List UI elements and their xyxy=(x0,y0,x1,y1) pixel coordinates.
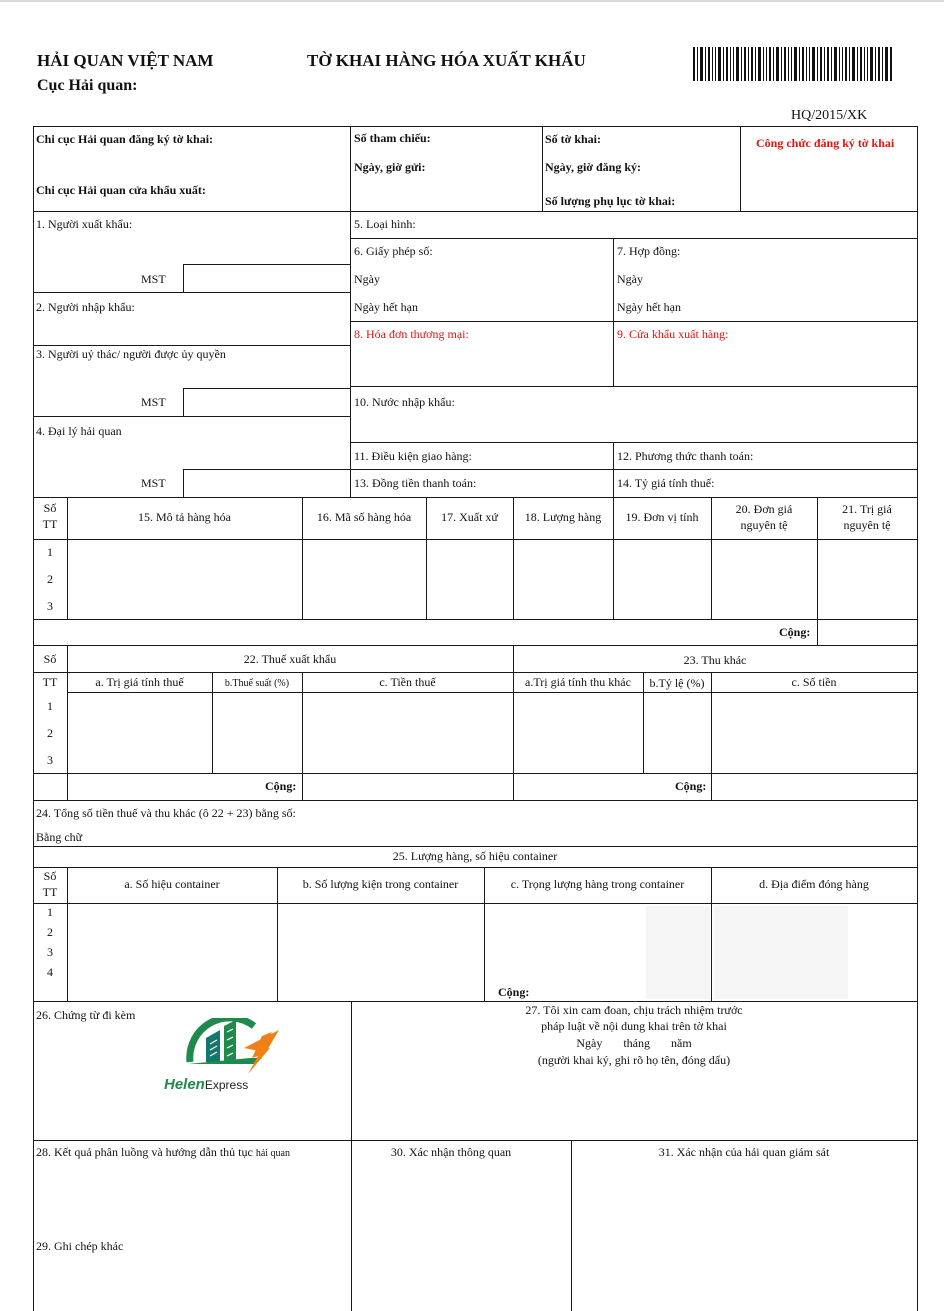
commitment-line-2: pháp luật về nội dung khai trên tờ khai xyxy=(541,1019,727,1033)
origin-header: 17. Xuất xứ xyxy=(441,510,498,524)
value-header: nguyên tệ xyxy=(843,518,891,532)
fee-rate-header: b.Tỷ lệ (%) xyxy=(649,676,705,690)
invoice-label: 8. Hóa đơn thương mại: xyxy=(354,327,469,341)
mst-label: MST xyxy=(141,272,166,286)
delivery-terms-label: 11. Điều kiện giao hàng: xyxy=(354,449,472,463)
goods-total-label: Cộng: xyxy=(779,625,811,639)
container-row-number: 3 xyxy=(47,945,53,959)
fee-amount-header: c. Số tiền xyxy=(791,675,837,689)
logo-building-icon xyxy=(184,1018,284,1078)
barcode-icon xyxy=(693,47,893,81)
form-title: TỜ KHAI HÀNG HÓA XUẤT KHẨU xyxy=(307,51,586,70)
register-time-label: Ngày, giờ đăng ký: xyxy=(545,160,641,174)
container-row-number: 4 xyxy=(47,965,53,979)
tax-row-number: 3 xyxy=(47,753,53,767)
exporter-label: 1. Người xuất khẩu: xyxy=(36,217,133,231)
goods-row-number: 1 xyxy=(47,545,53,559)
license-date-label: Ngày xyxy=(354,272,380,286)
logo-brand-b: Express xyxy=(204,1078,249,1092)
container-packages-header: b. Số lượng kiện trong container xyxy=(302,877,459,891)
empty-cell-shade xyxy=(646,906,710,999)
type-label: 5. Loại hình: xyxy=(354,217,416,231)
channel-result-label xyxy=(36,1146,290,1160)
importer-label: 2. Người nhập khẩu: xyxy=(36,300,135,314)
logo-brand-a: Helen xyxy=(164,1076,205,1093)
channel-result-suffix: hải quan xyxy=(255,1148,290,1159)
contract-date-label: Ngày xyxy=(617,272,643,286)
signature-note: (người khai ký, ghi rõ họ tên, đóng dấu) xyxy=(537,1053,731,1067)
hs-code-header: 16. Mã số hàng hóa xyxy=(316,510,412,524)
empty-cell-shade xyxy=(714,906,848,999)
goods-description-header: 15. Mô tả hàng hóa xyxy=(138,510,231,524)
row-no-header: TT xyxy=(42,675,58,689)
sub-dept-register-label: Chi cục Hải quan đăng ký tờ khai: xyxy=(36,132,214,146)
sent-time-label: Ngày, giờ gửi: xyxy=(354,160,426,174)
department-label: Cục Hải quan: xyxy=(37,77,138,94)
goods-row-number: 2 xyxy=(47,572,53,586)
container-total-label: Cộng: xyxy=(498,985,530,999)
tax-amount-header: c. Tiền thuế xyxy=(379,675,436,689)
logo-wordmark xyxy=(164,1076,248,1094)
other-fees-header: 23. Thu khác xyxy=(683,653,747,667)
exchange-rate-label: 14. Tỷ giá tính thuế: xyxy=(617,476,715,490)
helen-express-logo xyxy=(164,1018,284,1093)
officer-label: Công chức đăng ký tờ khai xyxy=(756,136,895,150)
signature-date-line: Ngày tháng năm xyxy=(576,1036,692,1050)
taxable-value-header: a. Trị giá tính thuế xyxy=(95,675,184,689)
form-code: HQ/2015/XK xyxy=(791,108,868,123)
export-tax-header: 22. Thuế xuất khẩu xyxy=(243,652,337,666)
total-in-words-label: Bằng chữ xyxy=(36,830,83,844)
unit-price-header: 20. Đơn giá xyxy=(735,502,793,516)
other-notes-label: 29. Ghi chép khác xyxy=(36,1239,124,1253)
license-expiry-label: Ngày hết hạn xyxy=(354,300,418,314)
tax-row-number: 1 xyxy=(47,699,53,713)
appendix-count-label: Số lượng phụ lục tờ khai: xyxy=(545,194,676,208)
unit-header: 19. Đơn vị tính xyxy=(625,510,699,524)
row-no-header: Số xyxy=(43,869,57,883)
contract-expiry-label: Ngày hết hạn xyxy=(617,300,681,314)
unit-price-header: nguyên tệ xyxy=(740,518,788,532)
value-header: 21. Trị giá xyxy=(842,502,892,516)
packing-location-header: d. Địa điểm đóng hàng xyxy=(759,877,869,891)
mst-label: MST xyxy=(141,476,166,490)
declaration-no-label: Số tờ khai: xyxy=(545,132,601,146)
row-no-header: Số xyxy=(43,501,57,515)
agent-label: 4. Đại lý hải quan xyxy=(36,424,122,438)
container-section-title: 25. Lượng hàng, số hiệu container xyxy=(392,849,558,863)
payment-method-label: 12. Phương thức thanh toán: xyxy=(617,449,754,463)
commitment-line-1: 27. Tôi xin cam đoan, chịu trách nhiệm trước xyxy=(525,1003,743,1017)
row-no-header: Số xyxy=(43,652,57,666)
export-tax-total-label: Cộng: xyxy=(265,779,297,793)
container-row-number: 1 xyxy=(47,905,53,919)
agency-name: HẢI QUAN VIỆT NAM xyxy=(37,51,214,70)
ref-no-label: Số tham chiếu: xyxy=(354,131,431,145)
container-weight-header: c. Trọng lượng hàng trong container xyxy=(510,877,685,891)
container-number-header: a. Số hiệu container xyxy=(124,877,220,891)
goods-row-number: 3 xyxy=(47,599,53,613)
tax-row-number: 2 xyxy=(47,726,53,740)
authorized-label: 3. Người uỷ thác/ người được ủy quyền xyxy=(36,347,226,361)
mst-label: MST xyxy=(141,395,166,409)
container-row-number: 2 xyxy=(47,925,53,939)
tax-rate-header: b.Thuế suất (%) xyxy=(224,678,290,689)
row-no-header: TT xyxy=(42,885,58,899)
fee-value-header: a.Trị giá tính thu khác xyxy=(525,675,631,689)
sub-dept-border-label: Chi cục Hải quan cửa khẩu xuất: xyxy=(36,183,206,197)
channel-result-text: 28. Kết quả phân luồng và hướng dẫn thủ tục xyxy=(36,1145,253,1159)
other-fees-total-label: Cộng: xyxy=(675,779,707,793)
import-country-label: 10. Nước nhập khẩu: xyxy=(354,395,455,409)
quantity-header: 18. Lượng hàng xyxy=(524,510,602,524)
contract-label: 7. Hợp đồng: xyxy=(617,244,681,258)
total-tax-label: 24. Tổng số tiền thuế và thu khác (ô 22 + 23) bằng số: xyxy=(36,806,296,820)
currency-label: 13. Đồng tiền thanh toán: xyxy=(354,476,477,490)
supervision-label: 31. Xác nhận của hải quan giám sát xyxy=(658,1145,830,1159)
license-label: 6. Giấy phép số: xyxy=(354,244,433,258)
border-gate-label: 9. Cửa khẩu xuất hàng: xyxy=(617,327,729,341)
page-top-border xyxy=(0,0,944,2)
clearance-label: 30. Xác nhận thông quan xyxy=(390,1145,512,1159)
row-no-header: TT xyxy=(42,517,58,531)
documents-label: 26. Chứng từ đi kèm xyxy=(36,1008,136,1022)
